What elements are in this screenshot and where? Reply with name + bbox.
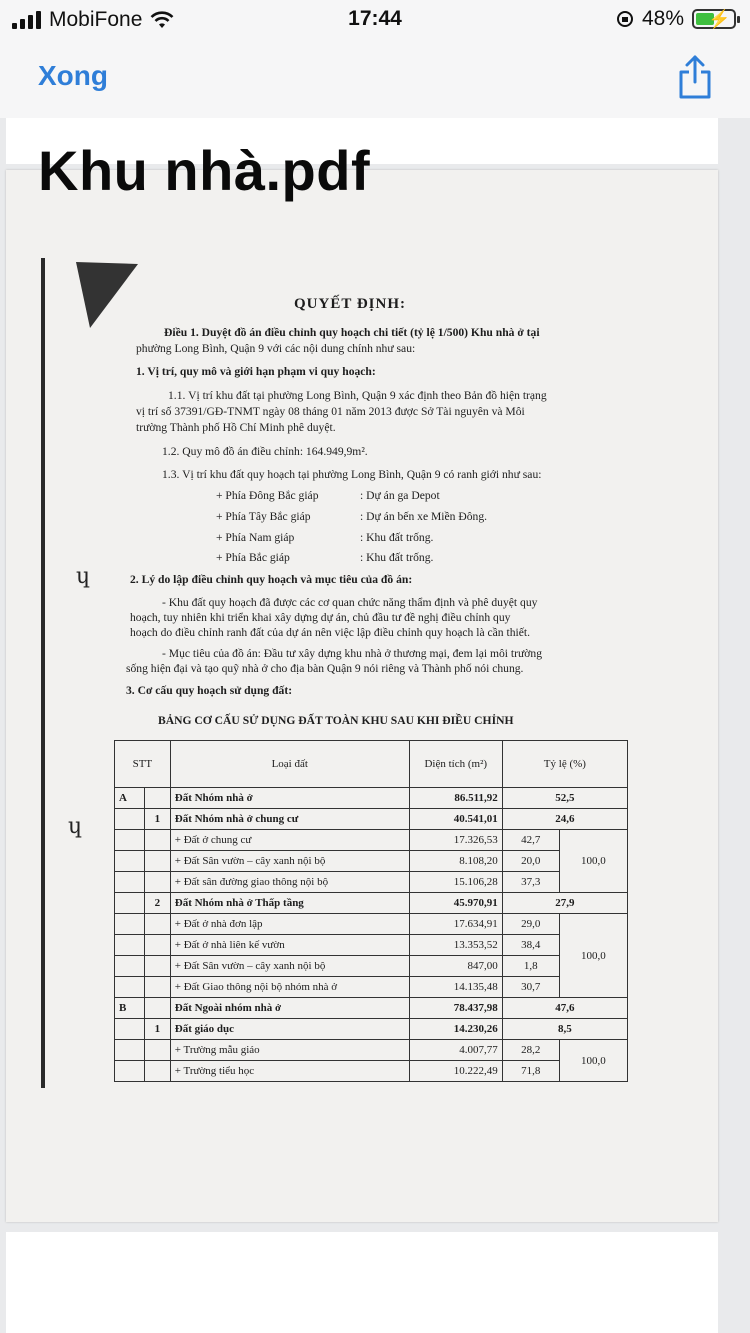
table-row <box>115 1061 628 1082</box>
table-cell: 28,2 <box>502 1040 559 1061</box>
table-cell: 100,0 <box>559 914 627 998</box>
table-cell <box>115 956 145 977</box>
table-cell <box>145 830 171 851</box>
boundary-label: + Phía Nam giáp <box>216 531 295 544</box>
table-cell: Đất Nhóm nhà ở <box>170 788 409 809</box>
boundary-value: : Dự án ga Depot <box>360 489 440 502</box>
table-cell: 8,5 <box>502 1019 627 1040</box>
next-page[interactable] <box>6 1232 718 1333</box>
table-cell: 30,7 <box>502 977 559 998</box>
table-cell <box>115 935 145 956</box>
decision-heading: QUYẾT ĐỊNH: <box>294 296 406 312</box>
table-cell: 1,8 <box>502 956 559 977</box>
doc-line: sống hiện đại và tạo quỹ nhà ở cho địa bàn Quận 9 nói riêng và Thành phố nói chung. <box>126 662 524 675</box>
table-cell: Đất Ngoài nhóm nhà ở <box>170 998 409 1019</box>
table-cell: 24,6 <box>502 809 627 830</box>
table-cell: + Đất sân đường giao thông nội bộ <box>170 872 409 893</box>
table-row <box>115 788 628 809</box>
table-cell: + Trường mẫu giáo <box>170 1040 409 1061</box>
land-use-table <box>114 740 628 1082</box>
table-cell: 2 <box>145 893 171 914</box>
table-cell: + Đất ở chung cư <box>170 830 409 851</box>
table-row <box>115 935 628 956</box>
doc-line: 3. Cơ cấu quy hoạch sử dụng đất: <box>126 684 293 697</box>
table-row <box>115 956 628 977</box>
doc-line: Điều 1. Duyệt đồ án điều chỉnh quy hoạch chi tiết (tỷ lệ 1/500) Khu nhà ở tại <box>164 326 540 339</box>
doc-line: 1.1. Vị trí khu đất tại phường Long Bình, Quận 9 xác định theo Bản đồ hiện trạng <box>168 389 547 402</box>
table-cell: 40.541,01 <box>409 809 502 830</box>
table-cell <box>115 914 145 935</box>
table-cell: 17.326,53 <box>409 830 502 851</box>
table-cell <box>115 1061 145 1082</box>
table-cell: 8.108,20 <box>409 851 502 872</box>
boundary-label: + Phía Đông Bắc giáp <box>216 489 319 502</box>
table-cell <box>115 893 145 914</box>
table-row <box>115 1019 628 1040</box>
table-cell: 1 <box>145 1019 171 1040</box>
table-row <box>115 872 628 893</box>
table-cell: 4.007,77 <box>409 1040 502 1061</box>
boundary-value: : Khu đất trống. <box>360 551 434 564</box>
handwritten-mark: ɥ <box>76 564 91 589</box>
doc-line: 1.2. Quy mô đồ án điều chỉnh: 164.949,9m². <box>162 445 368 458</box>
file-title: Khu nhà.pdf <box>38 139 371 202</box>
doc-line: trường Thành phố Hồ Chí Minh phê duyệt. <box>136 421 336 434</box>
table-cell: 52,5 <box>502 788 627 809</box>
table-cell: + Đất ở nhà liên kế vườn <box>170 935 409 956</box>
table-cell <box>115 872 145 893</box>
table-cell: Đất Nhóm nhà ở Thấp tầng <box>170 893 409 914</box>
margin-line <box>41 258 45 1088</box>
doc-line: vị trí số 37391/GĐ-TNMT ngày 08 tháng 01 năm 2013 được Sở Tài nguyên và Môi <box>136 405 525 418</box>
table-cell: 71,8 <box>502 1061 559 1082</box>
header-land-type: Loại đất <box>170 741 409 788</box>
table-row <box>115 977 628 998</box>
table-cell: 20,0 <box>502 851 559 872</box>
table-cell <box>145 1040 171 1061</box>
table-cell: 78.437,98 <box>409 998 502 1019</box>
doc-line: hoạch do điều chỉnh ranh đất của dự án nên việc lập điều chỉnh quy hoạch là cần thiết. <box>130 626 531 639</box>
doc-line: phường Long Bình, Quận 9 với các nội dung chính như sau: <box>136 342 416 355</box>
table-cell <box>145 914 171 935</box>
table-caption: BẢNG CƠ CẤU SỬ DỤNG ĐẤT TOÀN KHU SAU KHI ĐIỀU CHỈNH <box>158 714 514 727</box>
header-ratio: Tỷ lệ (%) <box>502 741 627 788</box>
table-cell: 29,0 <box>502 914 559 935</box>
doc-line: hoạch, tuy nhiên khi triển khai xây dựng dự án, chủ đầu tư đề nghị điều chỉnh quy <box>130 611 511 624</box>
table-cell <box>145 977 171 998</box>
table-row <box>115 914 628 935</box>
boundary-label: + Phía Tây Bắc giáp <box>216 510 311 523</box>
table-cell: Đất giáo dục <box>170 1019 409 1040</box>
table-cell: Đất Nhóm nhà ở chung cư <box>170 809 409 830</box>
boundary-value: : Khu đất trống. <box>360 531 434 544</box>
table-cell <box>145 935 171 956</box>
table-cell: 38,4 <box>502 935 559 956</box>
table-cell: 10.222,49 <box>409 1061 502 1082</box>
table-cell <box>115 977 145 998</box>
table-cell <box>145 788 171 809</box>
table-cell: 1 <box>145 809 171 830</box>
table-cell: 847,00 <box>409 956 502 977</box>
carrier-label: MobiFone <box>49 8 143 31</box>
table-cell: 47,6 <box>502 998 627 1019</box>
table-cell: 45.970,91 <box>409 893 502 914</box>
table-row <box>115 998 628 1019</box>
table-cell: + Đất Sân vườn – cây xanh nội bộ <box>170 956 409 977</box>
table-cell: 17.634,91 <box>409 914 502 935</box>
table-row <box>115 830 628 851</box>
table-cell: A <box>115 788 145 809</box>
orientation-lock-icon <box>616 10 634 28</box>
status-bar <box>0 0 750 40</box>
table-cell: + Đất Sân vườn – cây xanh nội bộ <box>170 851 409 872</box>
table-cell: 14.230,26 <box>409 1019 502 1040</box>
table-cell <box>145 872 171 893</box>
header-stt: STT <box>115 741 171 788</box>
table-cell: 100,0 <box>559 830 627 893</box>
table-cell <box>145 956 171 977</box>
table-cell <box>145 998 171 1019</box>
battery-percent: 48% <box>641 7 684 30</box>
table-cell: 15.106,28 <box>409 872 502 893</box>
doc-line: - Mục tiêu của đồ án: Đầu tư xây dựng khu nhà ở thương mại, đem lại môi trường <box>162 647 542 660</box>
table-cell: B <box>115 998 145 1019</box>
table-cell: 100,0 <box>559 1040 627 1082</box>
table-cell: + Trường tiểu học <box>170 1061 409 1082</box>
corner-mark <box>76 262 138 328</box>
navigation-bar <box>0 40 750 118</box>
table-cell: + Đất Giao thông nội bộ nhóm nhà ở <box>170 977 409 998</box>
doc-line: 2. Lý do lập điều chỉnh quy hoạch và mục tiêu của đồ án: <box>130 573 413 586</box>
table-cell: 37,3 <box>502 872 559 893</box>
table-cell: 13.353,52 <box>409 935 502 956</box>
table-cell: 27,9 <box>502 893 627 914</box>
table-cell <box>115 830 145 851</box>
table-cell <box>115 1040 145 1061</box>
share-icon[interactable] <box>676 54 714 100</box>
table-row <box>115 893 628 914</box>
table-cell <box>145 851 171 872</box>
table-cell: 42,7 <box>502 830 559 851</box>
table-cell <box>115 1019 145 1040</box>
header-area: Diện tích (m²) <box>409 741 502 788</box>
doc-line: - Khu đất quy hoạch đã được các cơ quan chức năng thẩm định và phê duyệt quy <box>162 596 538 609</box>
table-row <box>115 851 628 872</box>
scanned-document <box>40 258 660 1088</box>
table-cell <box>145 1061 171 1082</box>
doc-line: 1.3. Vị trí khu đất quy hoạch tại phường Long Bình, Quận 9 có ranh giới như sau: <box>162 468 542 481</box>
done-button[interactable]: Xong <box>38 60 108 91</box>
boundary-label: + Phía Bắc giáp <box>216 551 290 564</box>
table-row <box>115 809 628 830</box>
clock: 17:44 <box>348 7 402 30</box>
table-cell: 86.511,92 <box>409 788 502 809</box>
table-cell: 14.135,48 <box>409 977 502 998</box>
table-cell <box>115 851 145 872</box>
table-cell <box>115 809 145 830</box>
boundary-value: : Dự án bến xe Miền Đông. <box>360 510 488 523</box>
battery-icon: ⚡ <box>692 9 736 29</box>
doc-line: 1. Vị trí, quy mô và giới hạn phạm vi quy hoạch: <box>136 365 376 378</box>
table-cell: + Đất ở nhà đơn lập <box>170 914 409 935</box>
handwritten-mark: ɥ <box>68 814 83 839</box>
table-row <box>115 1040 628 1061</box>
